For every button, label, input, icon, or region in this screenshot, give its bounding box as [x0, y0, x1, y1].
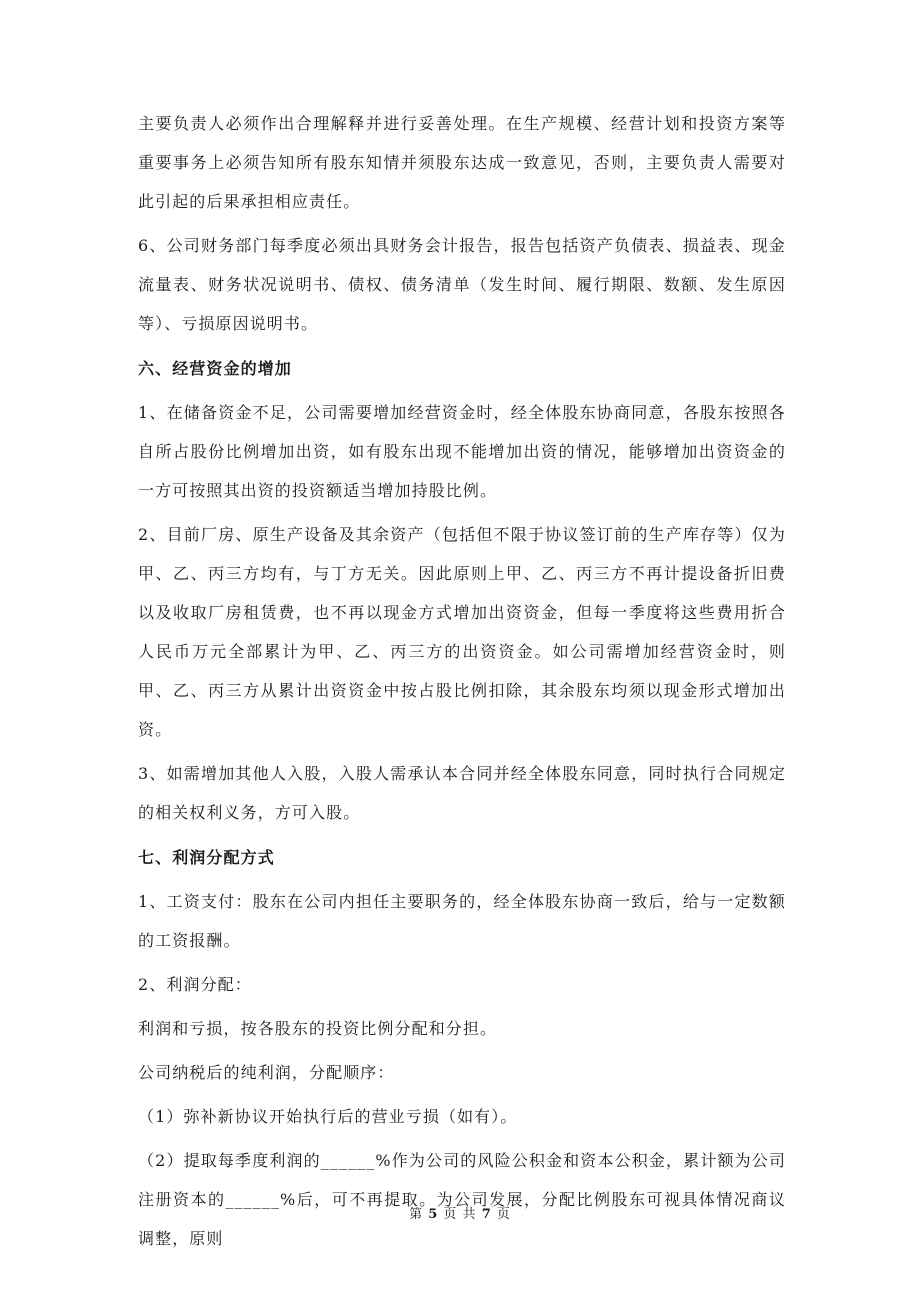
- footer-mid: 页 共: [443, 1207, 477, 1222]
- paragraph: 2、目前厂房、原生产设备及其余资产（包括但不限于协议签订前的生产库存等）仅为甲、乙、丙三方均有，与丁方无关。因此原则上甲、乙、丙三方不再计提设备折旧费以及收取厂房租赁费，也不再以现金方式增加出资资金，但每一季度将这些费用折合人民币万元全部累计为甲、乙、丙三方的出资资金。如公司需增加经营资金时，则甲、乙、丙三方从累计出资资金中按占股比例扣除，其余股东均须以现金形式增加出资。: [138, 525, 786, 739]
- section-heading: 七、利润分配方式: [138, 848, 275, 867]
- paragraph: 2、利润分配：: [138, 975, 252, 994]
- paragraph: （1）弥补新协议开始执行后的营业亏损（如有）。: [138, 1107, 518, 1126]
- footer-suffix: 页: [496, 1207, 511, 1222]
- paragraph: 公司纳税后的纯利润，分配顺序：: [138, 1063, 395, 1082]
- paragraph: 利润和亏损，按各股东的投资比例分配和分担。: [138, 1019, 498, 1038]
- total-pages-number: 7: [481, 1207, 492, 1222]
- paragraph: 6、公司财务部门每季度必须出具财务会计报告，报告包括资产负债表、损益表、现金流量表、财务状况说明书、债权、债务清单（发生时间、履行期限、数额、发生原因等）、亏损原因说明书。: [138, 236, 786, 333]
- page-footer: [0, 1203, 920, 1222]
- footer-prefix: 第: [409, 1207, 424, 1222]
- paragraph: 1、工资支付：股东在公司内担任主要职务的，经全体股东协商一致后，给与一定数额的工资报酬。: [138, 892, 786, 950]
- paragraph: （2）提取每季度利润的______%作为公司的风险公积金和资本公积金，累计额为公司注册资本的______%后，可不再提取。为公司发展，分配比例股东可视具体情况商议调整，原则: [138, 1151, 786, 1248]
- paragraph: 主要负责人必须作出合理解释并进行妥善处理。在生产规模、经营计划和投资方案等重要事务上必须告知所有股东知情并须股东达成一致意见，否则，主要负责人需要对此引起的后果承担相应责任。: [138, 114, 786, 211]
- section-heading: 六、经营资金的增加: [138, 359, 292, 378]
- paragraph: 3、如需增加其他人入股，入股人需承认本合同并经全体股东同意，同时执行合同规定的相关权利义务，方可入股。: [138, 764, 786, 822]
- document-body: [138, 104, 786, 1258]
- paragraph: 1、在储备资金不足，公司需要增加经营资金时，经全体股东协商同意，各股东按照各自所占股份比例增加出资，如有股东出现不能增加出资的情况，能够增加出资资金的一方可按照其出资的投资额适当增加持股比例。: [138, 403, 786, 500]
- current-page-number: 5: [428, 1207, 439, 1222]
